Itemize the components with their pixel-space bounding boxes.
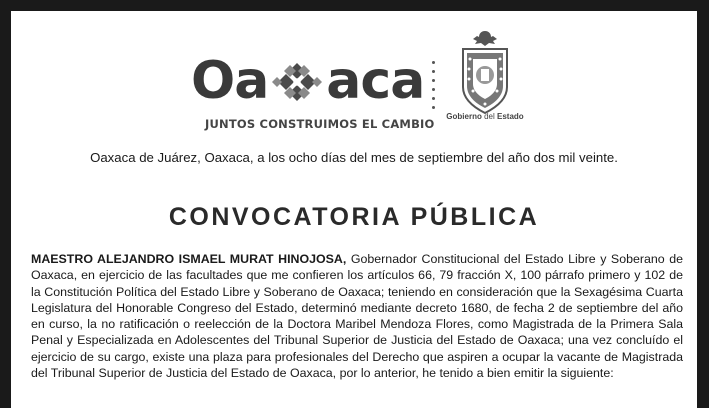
document-title: CONVOCATORIA PÚBLICA [168,203,540,231]
tagline: JUNTOS CONSTRUIMOS EL CAMBIO [205,117,435,131]
oaxaca-diamond-pattern-icon [270,57,324,107]
oaxaca-coat-of-arms-icon [455,29,515,117]
oaxaca-wordmark [191,51,424,111]
paragraph-body: Gobernador Constitucional del Estado Libre y Soberano de Oaxaca, en ejercicio de las facultades que me confieren los artículos 66, 79 fracción X, 100 párrafo primero y 102 de la Constitución Política del Estado Libre y Soberano de Oaxaca; teniendo en consideración que la Sexagésima Cuarta Legislatura del Honorable Congreso del Estado, determinó mediante decreto 1680, de fecha 2 de septiembre del año en curso, la no ratificación o reelección de la Doctora Maribel Mendoza Flores, como Magistrada de la Primera Sala Penal y Especializada en Adolescentes del Tribunal Superior de Justicia del Estado de Oaxaca; una vez concluído el ejercicio de su cargo, existe una plaza para profesionales del Derecho que aspiren a ocupar la vacante de Magistrada del Tribunal Superior de Justicia del Estado de Oaxaca, por lo anterior, he tenido a bien emitir la siguiente: [31,252,683,381]
wordmark-prefix: Oa [191,51,269,111]
paragraph-lead: MAESTRO ALEJANDRO ISMAEL MURAT HINOJOSA, [31,252,347,266]
gov-label-word-1: Gobierno [446,112,482,121]
newspaper-notice [11,11,697,408]
date-line: Oaxaca de Juárez, Oaxaca, a los ocho días del mes de septiembre del año dos mil veinte. [90,150,618,165]
gov-label-word-3: Estado [497,112,524,121]
divider-dots [432,61,436,113]
oaxaca-logo [191,47,435,139]
body-paragraph [31,251,683,381]
gobierno-del-estado-label [435,112,535,121]
wordmark-suffix: aca [326,51,425,111]
gov-label-word-2: del [484,112,495,121]
